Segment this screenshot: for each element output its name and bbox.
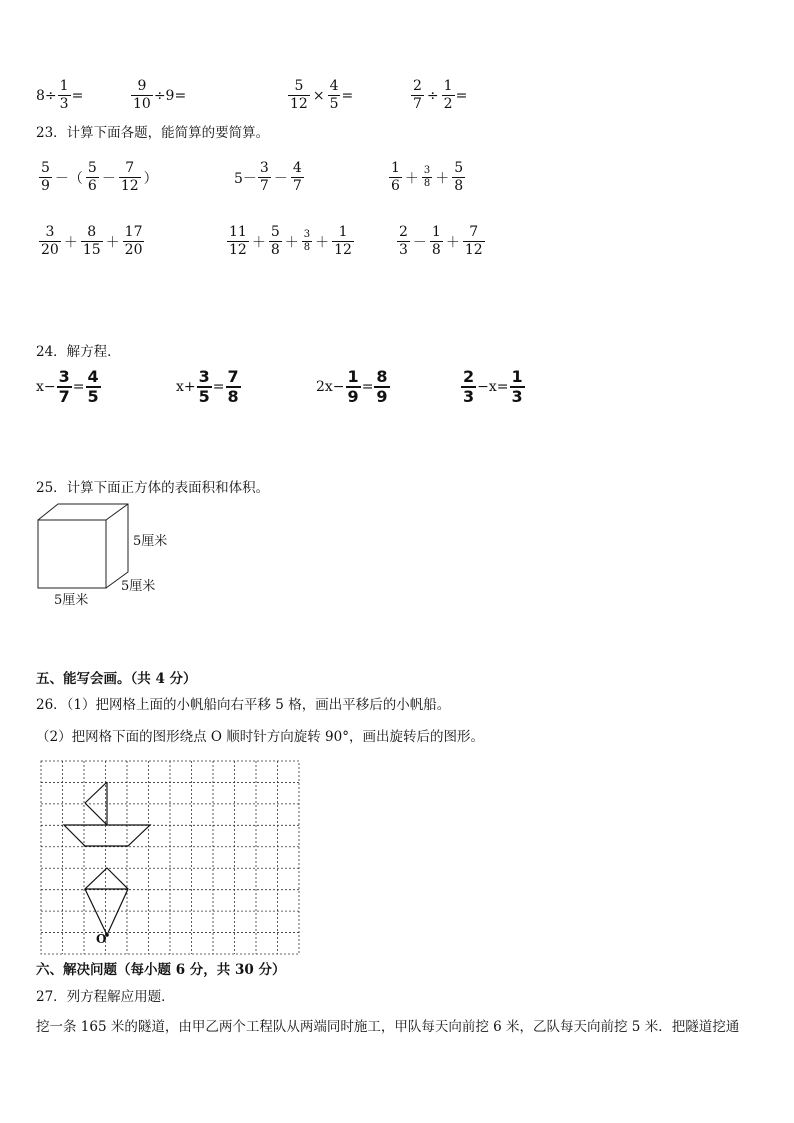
q27-title: 27．列方程解应用题． bbox=[36, 989, 175, 1005]
top-expr-2 bbox=[130, 78, 186, 113]
q24-eq-2: x+ $\frac{3}{5}$ = $\frac{7}{8}$ bbox=[176, 367, 239, 406]
text: ÷9= bbox=[153, 87, 187, 104]
q24-eq-4: $\frac{2}{3}$ −x= $\frac{1}{3}$ bbox=[463, 367, 523, 406]
q23-expr-4: $\frac{3}{20}$ ＋ $\frac{8}{15}$ ＋ $\frac{17}{20}$ bbox=[41, 224, 143, 258]
q23-expr-3: $\frac{1}{6}$ ＋ $\frac{3}{8}$ ＋ $\frac{5}{8}$ bbox=[391, 160, 464, 194]
fraction: $\frac{4}{5}$ bbox=[329, 78, 339, 112]
cube-height-label: 5厘米 bbox=[133, 534, 168, 549]
text: = bbox=[341, 87, 354, 104]
top-expr-3: $\frac{5}{12}$ × $\frac{4}{5}$ = bbox=[290, 78, 354, 112]
top-expr-1 bbox=[36, 78, 83, 113]
text: 8÷ bbox=[36, 87, 57, 104]
q23-title: 23．计算下面各题，能简算的要简算。 bbox=[36, 125, 270, 141]
point-o-label: O bbox=[96, 932, 107, 946]
q26-line1: 26．（1）把网格上面的小帆船向右平移 5 格，画出平移后的小帆船。 bbox=[36, 697, 451, 713]
fraction: $\frac{5}{12}$ bbox=[290, 78, 308, 112]
sailboat-shape bbox=[64, 782, 150, 846]
text: = bbox=[455, 87, 468, 104]
q23-expr-6: $\frac{2}{3}$ － $\frac{1}{8}$ ＋ $\frac{7}{12}$ bbox=[399, 224, 483, 258]
section5-title: 五、能写会画。（共 4 分） bbox=[36, 671, 197, 687]
q26-line2: （2）把网格下面的图形绕点 O 顺时针方向旋转 90°，画出旋转后的图形。 bbox=[36, 729, 484, 745]
q24-eq-1: x− $\frac{3}{7}$ = $\frac{4}{5}$ bbox=[36, 367, 99, 406]
q24-title: 24．解方程． bbox=[36, 344, 121, 360]
top-expr-4: $\frac{2}{7}$ ÷ $\frac{1}{2}$ = bbox=[413, 78, 468, 112]
fraction: $\frac{2}{7}$ bbox=[413, 78, 422, 112]
cube-depth-label: 5厘米 bbox=[121, 579, 156, 594]
text: = bbox=[71, 87, 84, 104]
grid-figure bbox=[40, 760, 302, 958]
q23-expr-5: $\frac{11}{12}$ ＋ $\frac{5}{8}$ ＋ $\frac{3}{8}$ ＋ $\frac{1}{12}$ bbox=[229, 224, 352, 258]
fraction: $\frac{1}{3}$ bbox=[59, 78, 69, 112]
q23-expr-1: $\frac{5}{9}$ －（ $\frac{5}{6}$ － $\frac{7}{12}$ ） bbox=[41, 160, 158, 194]
fraction: $\frac{1}{2}$ bbox=[443, 78, 453, 112]
q27-text: 挖一条 165 米的隧道，由甲乙两个工程队从两端同时施工，甲队每天向前挖 6 米，乙队每天向前挖 5 米．把隧道挖通 bbox=[36, 1019, 740, 1035]
kite-shape bbox=[85, 868, 128, 935]
section6-title: 六、解决问题（每小题 6 分，共 30 分） bbox=[36, 962, 286, 978]
fraction: $\frac{9}{10}$ bbox=[133, 78, 151, 112]
cube-width-label: 5厘米 bbox=[54, 593, 89, 608]
q23-expr-2: 5－ $\frac{3}{7}$ － $\frac{4}{7}$ bbox=[234, 160, 302, 194]
q24-eq-3: 2x− $\frac{1}{9}$ = $\frac{8}{9}$ bbox=[316, 367, 388, 406]
q25-title: 25．计算下面正方体的表面积和体积。 bbox=[36, 480, 270, 496]
